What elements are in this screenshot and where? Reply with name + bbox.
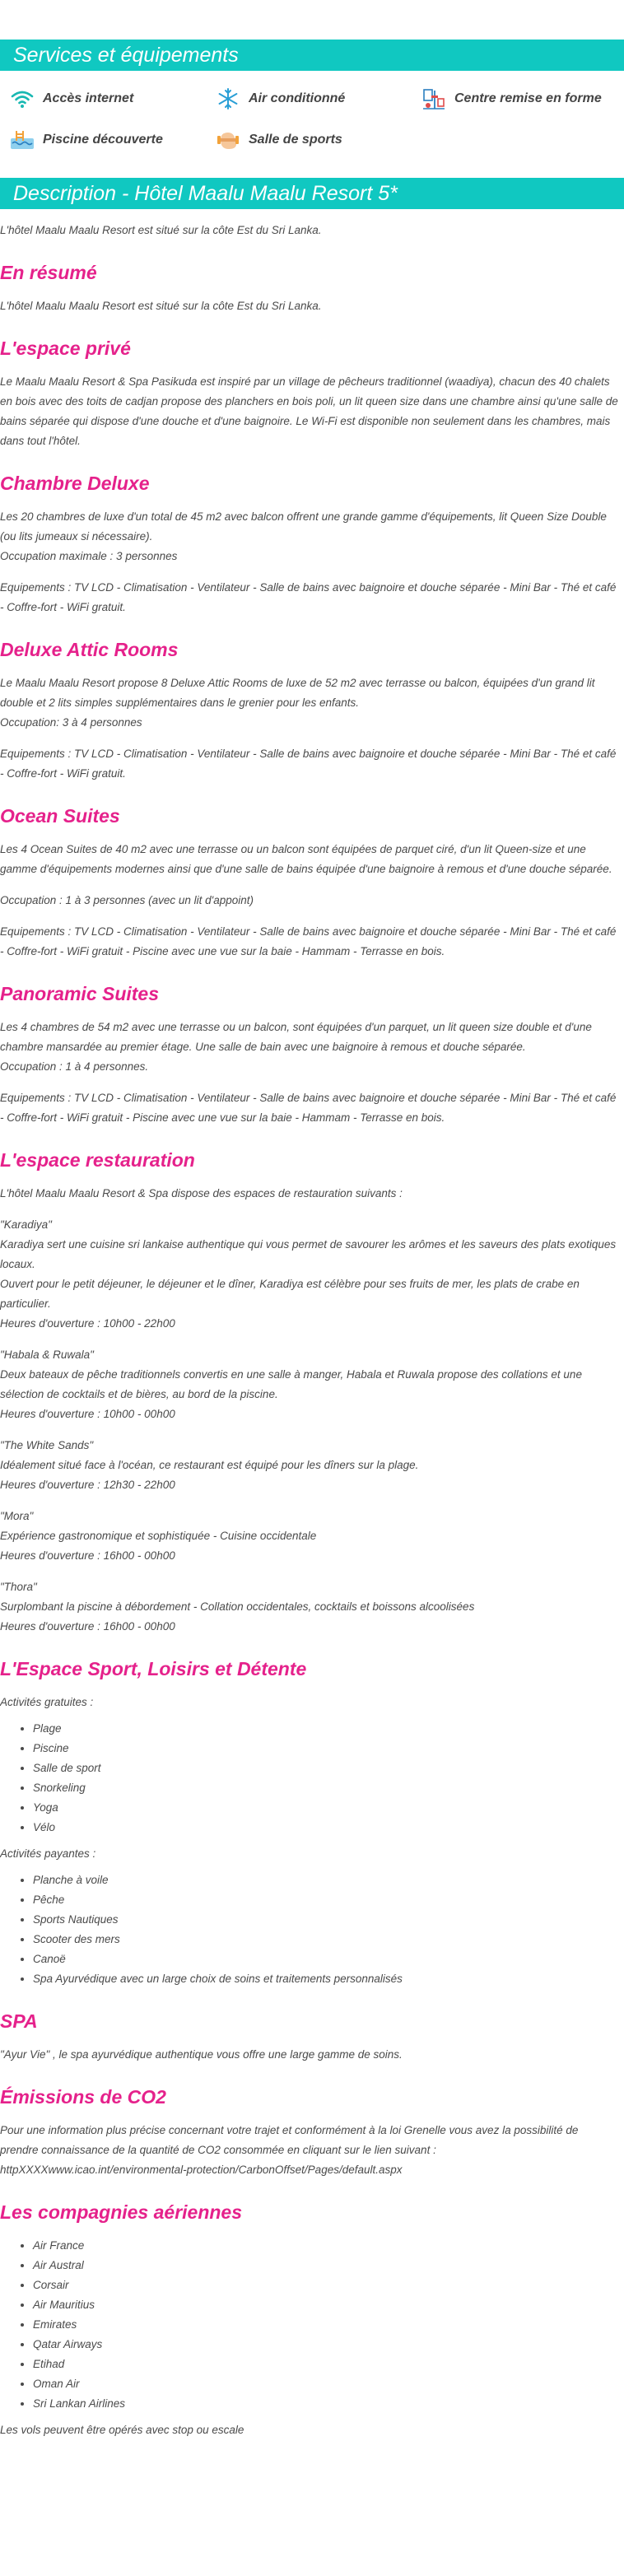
section-title: Ocean Suites [0, 805, 120, 827]
list-item: • Etihad [33, 2355, 624, 2374]
list-item: • Sports Nautiques [33, 1910, 624, 1930]
section-title: Deluxe Attic Rooms [0, 639, 179, 660]
section-title: Chambre Deluxe [0, 473, 150, 494]
deluxe-attic-equip: Equipements : TV LCD - Climatisation - Ventilateur - Salle de bains avec baignoire et douche séparée - Mini Bar - Thé et café - Coffre-fort - WiFi gratuit. [0, 748, 617, 780]
restaurant-white-sands: "The White Sands" Idéalement situé face à l'océan, ce restaurant est équipé pour les dîners sur la plage. Heures d'ouverture : 12h30 - 22h00 [0, 1439, 419, 1491]
list-item: • Vélo [33, 1818, 624, 1838]
restaurant-karadiya: "Karadiya" Karadiya sert une cuisine sri lankaise authentique qui vous permet de savourer les arômes et les saveurs des plats exotiques locaux. Ouvert pour le petit déjeuner, le déjeuner et le dîner, Karadiya est célèbre pour ses fruits de mer, les plats de crabe en particulier. Heures d'ouverture : 10h00 - 22h00 [0, 1218, 617, 1330]
gym-icon [214, 128, 242, 151]
section-title: L'espace privé [0, 338, 131, 359]
chambre-deluxe-equip: Equipements : TV LCD - Climatisation - Ventilateur - Salle de bains avec baignoire et douche séparée - Mini Bar - Thé et café - Coffre-fort - WiFi gratuit. [0, 581, 617, 613]
panoramic-suites-equip: Equipements : TV LCD - Climatisation - Ventilateur - Salle de bains avec baignoire et douche séparée - Mini Bar - Thé et café - Coffre-fort - WiFi gratuit - Piscine avec une vue sur la baie - Hammam - Terrasse en bois. [0, 1092, 617, 1124]
ocean-suites-text: Les 4 Ocean Suites de 40 m2 avec une terrasse ou un balcon sont équipées de parquet ciré, d'un lit Queen-size et une gamme d'équipements modernes ainsi que d'une salle de bains équipée d'une baignoire à remous et d'une douche séparée. [0, 843, 612, 875]
list-item: • Yoga [33, 1798, 624, 1818]
list-item: • Canoë [33, 1949, 624, 1969]
list-item: • Pêche [33, 1890, 624, 1910]
paid-activities-list [0, 1870, 624, 1989]
restaurant-mora: "Mora" Expérience gastronomique et sophistiquée - Cuisine occidentale Heures d'ouverture : 16h00 - 00h00 [0, 1510, 317, 1562]
espace-prive-text: Le Maalu Maalu Resort & Spa Pasikuda est inspiré par un village de pêcheurs traditionnel (waadiya), chacun des 40 chalets en bois avec des toits de cadjan propose des planchers en bois poli, un lit queen size dans une chambre ainsi qu'une salle de bains séparée qui dispose d'une douche et d'une baignoire. Le Wi-Fi est disponible non seulement dans les chambres, mais dans tout l'hôtel. [0, 375, 618, 447]
service-label: Salle de sports [249, 133, 342, 147]
list-item: • Piscine [33, 1739, 624, 1758]
service-gym [214, 128, 420, 151]
services-title: Services et équipements [0, 40, 624, 71]
free-activities-label: Activités gratuites : [0, 1696, 94, 1708]
service-label: Air conditionné [249, 91, 346, 105]
fitness-icon [420, 87, 448, 110]
description-intro: L'hôtel Maalu Maalu Resort est situé sur la côte Est du Sri Lanka. [0, 224, 322, 236]
list-item: • Salle de sport [33, 1758, 624, 1778]
services-grid [0, 71, 624, 173]
list-item: • Corsair [33, 2276, 624, 2295]
list-item: • Emirates [33, 2315, 624, 2335]
deluxe-attic-text: Le Maalu Maalu Resort propose 8 Deluxe Attic Rooms de luxe de 52 m2 avec terrasse ou balcon, équipées d'un grand lit double et 2 lits simples supplémentaires dans le grenier pour les enfants. Occupation: 3 à 4 personnes [0, 677, 595, 729]
list-item: • Air Mauritius [33, 2295, 624, 2315]
restauration-intro: L'hôtel Maalu Maalu Resort & Spa dispose des espaces de restauration suivants : [0, 1187, 403, 1199]
list-item: • Sri Lankan Airlines [33, 2394, 624, 2414]
panoramic-suites-text: Les 4 chambres de 54 m2 avec une terrasse ou un balcon, sont équipées d'un parquet, un lit queen size double et d'une chambre mansardée au premier étage. Une salle de bain avec une baignoire à remous et douche séparée. Occupation : 1 à 4 personnes. [0, 1021, 592, 1073]
resume-text: L'hôtel Maalu Maalu Resort est situé sur la côte Est du Sri Lanka. [0, 300, 322, 312]
snowflake-icon [214, 87, 242, 110]
list-item: • Air Austral [33, 2256, 624, 2276]
service-label: Centre remise en forme [454, 91, 602, 105]
section-title: L'espace restauration [0, 1149, 195, 1171]
free-activities-list [0, 1719, 624, 1838]
list-item: • Planche à voile [33, 1870, 624, 1890]
description-content [0, 209, 624, 2457]
spa-text: "Ayur Vie" , le spa ayurvédique authentique vous offre une large gamme de soins. [0, 2048, 403, 2061]
section-title: Émissions de CO2 [0, 2086, 166, 2108]
section-title: L'Espace Sport, Loisirs et Détente [0, 1658, 307, 1679]
list-item: • Air France [33, 2236, 624, 2256]
paid-activities-label: Activités payantes : [0, 1847, 96, 1860]
section-title: Panoramic Suites [0, 983, 160, 1004]
chambre-deluxe-text: Les 20 chambres de luxe d'un total de 45 m2 avec balcon offrent une grande gamme d'équipements, lit Queen Size Double (ou lits jumeaux si nécessaire). Occupation maximale : 3 personnes [0, 510, 607, 562]
wifi-icon [8, 87, 36, 110]
description-title: Description - Hôtel Maalu Maalu Resort 5* [0, 178, 624, 209]
service-aircon [214, 87, 420, 110]
list-item: • Plage [33, 1719, 624, 1739]
list-item: • Spa Ayurvédique avec un large choix de soins et traitements personnalisés [33, 1969, 624, 1989]
service-label: Piscine découverte [43, 133, 163, 147]
list-item: • Oman Air [33, 2374, 624, 2394]
service-internet [8, 87, 214, 110]
restaurant-thora: "Thora" Surplombant la piscine à débordement - Collation occidentales, cocktails et boissons alcoolisées Heures d'ouverture : 16h00 - 00h00 [0, 1581, 475, 1633]
co2-text: Pour une information plus précise concernant votre trajet et conformément à la loi Grenelle vous avez la possibilité de prendre connaissance de la quantité de CO2 consommée en cliquant sur le lien suivant : httpXXXXwww.icao.int/environmental-protection/CarbonOffset/Pages/default.aspx [0, 2124, 579, 2176]
pool-icon [8, 128, 36, 151]
list-item: • Snorkeling [33, 1778, 624, 1798]
ocean-suites-occupation: Occupation : 1 à 3 personnes (avec un lit d'appoint) [0, 894, 254, 906]
section-title: SPA [0, 2010, 38, 2032]
service-pool [8, 128, 214, 151]
service-label: Accès internet [43, 91, 134, 105]
section-title: Les compagnies aériennes [0, 2201, 243, 2223]
restaurant-habala-ruwala: "Habala & Ruwala" Deux bateaux de pêche traditionnels convertis en une salle à manger, Habala et Ruwala propose des collations et une sélection de cocktails et de bières, au bord de la piscine. Heures d'ouverture : 10h00 - 00h00 [0, 1349, 582, 1420]
ocean-suites-equip: Equipements : TV LCD - Climatisation - Ventilateur - Salle de bains avec baignoire et douche séparée - Mini Bar - Thé et café - Coffre-fort - WiFi gratuit - Piscine avec une vue sur la baie - Hammam - Terrasse en bois. [0, 925, 617, 957]
list-item: • Scooter des mers [33, 1930, 624, 1949]
service-fitness [420, 87, 624, 110]
airlines-list [0, 2236, 624, 2414]
list-item: • Qatar Airways [33, 2335, 624, 2355]
airlines-note: Les vols peuvent être opérés avec stop ou escale [0, 2424, 244, 2436]
section-title: En résumé [0, 262, 97, 283]
